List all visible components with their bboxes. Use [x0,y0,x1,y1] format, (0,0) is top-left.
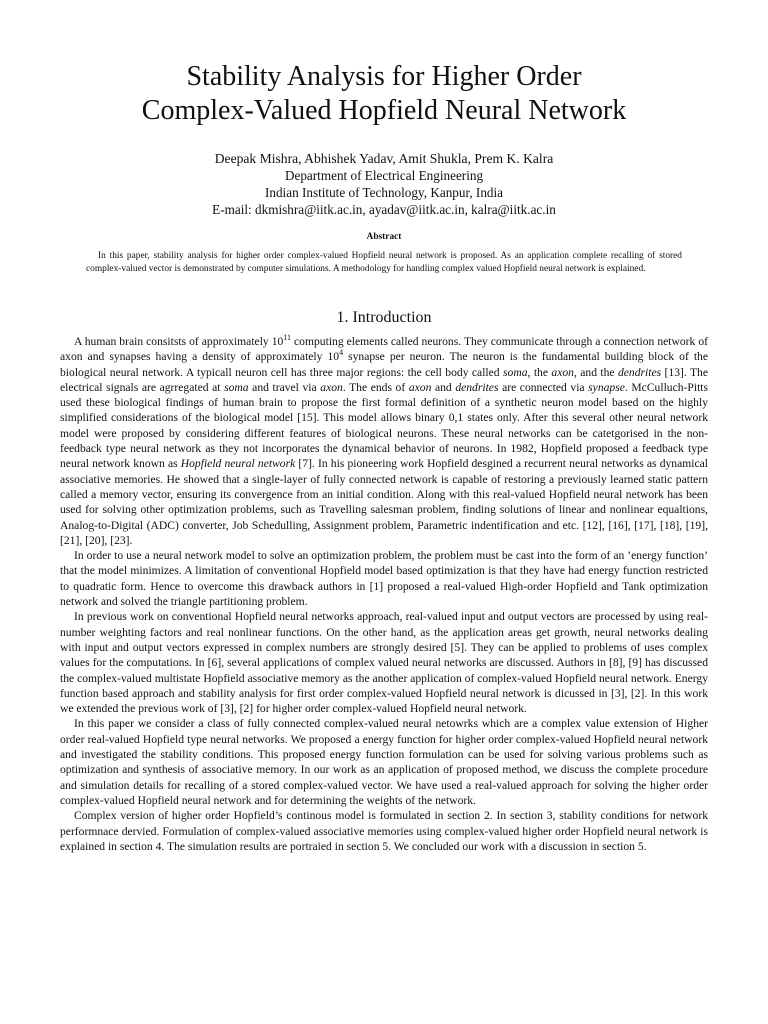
paragraph-1: A human brain consitsts of approximately $10^{11}$ computing elements called neurons. They communicate through a connection network of axon and synapses having a density of approximately $10^4$ synapse per neuron. The neuron is the fundamental building block of the biological neural network. A typicall neuron cell has three major regions: the cell body called soma, the axon, and the dendrites [13]. The electrical signals are agrregated at soma and travel via axon. The ends of axon and dendrites are connected via synapse. McCulluch-Pitts used these biological findings of human brain to propose the first formal definition of a synthetic neuron model based on the highly simplified considerations of the biological model [15]. This model allows binary 0,1 states only. After this several other neural network model were proposed by considering different features of biological neurons. These neural networks can be catetgorised in the non-feedback type neural network as they not incorporates the dynamical behavior of neurons. In 1982, Hopfield proposed a feedback type neural network known as Hopfield neural network [7]. In his pioneering work Hopfield desgined a recurrent neural networks as dynamical associative memories. He showed that a single-layer of fully connected network is capable of restoring a previously learned static pattern called a memory vector, ensuring its convergence from an initial condition. Along with this real-valued Hopfield neural network has been used for solving other optimization problems, such as Travelling salesman problem, finding solutions of linear and nonlinear equaltions, Analog-to-Digital (ADC) converter, Job Schedulling, Assignment problem, Parametric indentification and etc. [12], [16], [17], [18], [19], [21], [20], [23]. [60,333,709,547]
author-department: Department of Electrical Engineering [284,168,484,183]
abstract-heading: Abstract [366,232,402,242]
section-heading-introduction: 1. Introduction [336,309,432,326]
introduction-body [60,334,708,854]
title-line-2: Complex-Valued Hopfield Neural Network [141,95,627,126]
paper-title [40,60,728,128]
paragraph-2: In order to use a neural network model to solve an optimization problem, the problem must be cast into the form of an ’energy function’ that the model minimizes. A limitation of conventional Hopfield model based optimization is that they have had energy function restricted to quadratic form. Hence to overcome this drawback authors in [1] proposed a real-valued High-order Hopfield and Tank optimization network and solved the triangle partitioning problem. [60,549,708,609]
paragraph-3: In previous work on conventional Hopfield neural networks approach, real-valued input and output vectors are processed by using real-number weighting factors and real nonlinear functions. On the other hand, as the application areas get growth, neural networks dealing with input and output vectors expressed in complex numbers are strongly desired [5]. They can be applied to problems of uses complex values for the computations. In [6], several applications of complex valued neural networks are discussed. Authors in [8], [9] has discussed the complex-valued multistate Hopfield associative memory as the another application of complex-valued Hopfield neural network. Energy function based approach and stability analysis for first order complex-valued Hopfield neural network is dicussed in [3], [2]. In this work we extended the previous work of [3], [2] for higher order complex-valued Hopfield neural network. [60,610,708,716]
paragraph-5: Complex version of higher order Hopfield’s continous model is formulated in section 2. In section 3, stability conditions for network performnace dervied. Formulation of complex-valued associative memories using complex-valued higher order Hopfield neural network is explained in section 4. The simulation results are portraied in section 5. We concluded our work with a discussion in section 5. [60,809,708,853]
author-email: E-mail: dkmishra@iitk.ac.in, ayadav@iitk.ac.in, kalra@iitk.ac.in [212,202,556,217]
paragraph-4: In this paper we consider a class of fully connected complex-valued neural netowrks which are a complex value extension of Higher order real-valued Hopfield type neural networks. We proposed a energy function for higher order complex-valued Hopfield neural network and investigated the stability conditions. This proposed energy function formulation can be used for solving various problems such as optimization and synthesis of associative memory. In our work as an application of proposed method, we discuss the complete procedure and simulation details for recalling of a stored complex-valued vector. We have used a real-valued approach for solving the higher order complex-valued Hopfield neural network and for determining the weights of the network. [60,717,708,807]
author-institute: Indian Institute of Technology, Kanpur, India [264,185,504,200]
abstract-text: In this paper, stability analysis for higher order complex-valued Hopfield neural network is proposed. As an application complete recalling of stored complex-valued vector is demonstrated by computer simulations. A methodology for handling complex valued Hopfield neural network is explained. [86,251,682,274]
author-names: Deepak Mishra, Abhishek Yadav, Amit Shukla, Prem K. Kalra [214,151,554,166]
author-block [40,150,728,218]
title-line-1: Stability Analysis for Higher Order [186,61,582,92]
